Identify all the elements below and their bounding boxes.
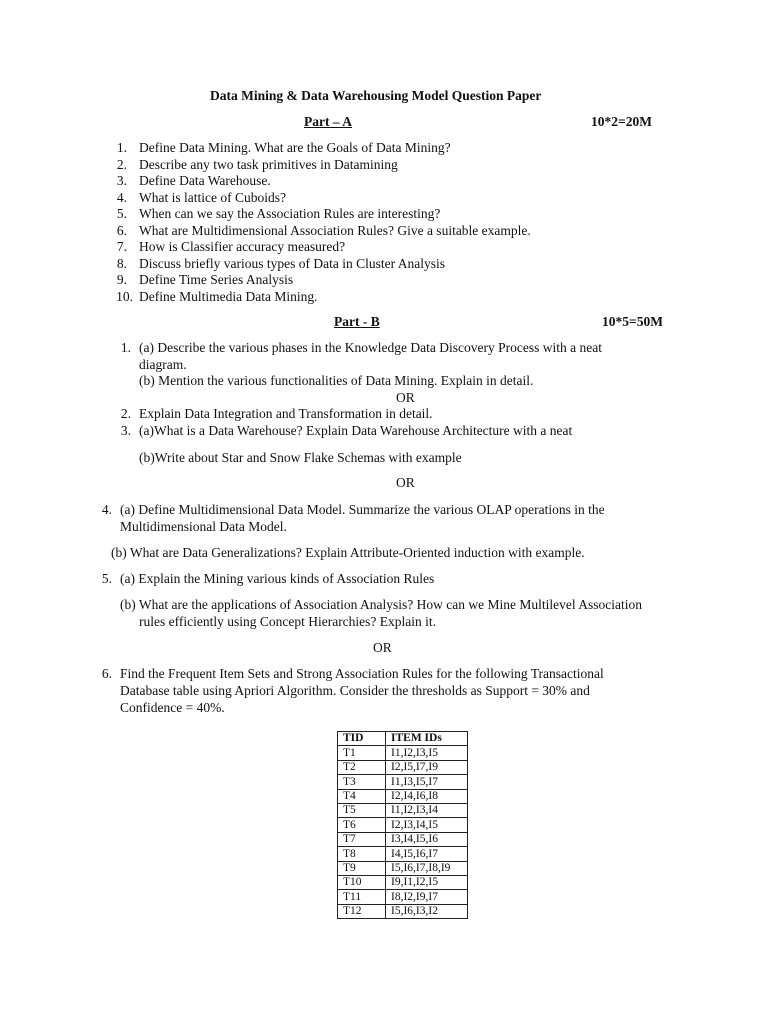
table-cell: T11 xyxy=(338,890,386,904)
question-text: rules efficiently using Concept Hierarchies? Explain it. xyxy=(139,614,437,629)
question-text: (a)What is a Data Warehouse? Explain Data Warehouse Architecture with a neat xyxy=(139,423,573,438)
question-text: (a) Define Multidimensional Data Model. Summarize the various OLAP operations in the xyxy=(120,502,605,517)
table-row xyxy=(338,847,468,861)
question-text: (b) Mention the various functionalities of Data Mining. Explain in detail. xyxy=(139,373,534,388)
table-cell: I2,I4,I6,I8 xyxy=(386,789,468,803)
table-cell: I8,I2,I9,I7 xyxy=(386,890,468,904)
question-number: 8. xyxy=(116,255,127,271)
table-cell: T5 xyxy=(338,803,386,817)
column-header: TID xyxy=(338,732,386,746)
or-separator: OR xyxy=(373,640,392,655)
transaction-table xyxy=(337,731,468,919)
page-title: Data Mining & Data Warehousing Model Question Paper xyxy=(210,88,542,103)
question-text: Discuss briefly various types of Data in Cluster Analysis xyxy=(139,255,445,271)
question-number: 9. xyxy=(116,272,127,287)
table-cell: T12 xyxy=(338,904,386,918)
question-number: 2. xyxy=(120,406,131,421)
table-row xyxy=(338,775,468,789)
question-number: 2. xyxy=(116,156,127,172)
column-header: ITEM IDs xyxy=(386,732,468,746)
table-cell: T7 xyxy=(338,832,386,846)
question-text: Define Data Mining. What are the Goals of Data Mining? xyxy=(139,140,451,155)
question-text: Find the Frequent Item Sets and Strong Association Rules for the following Transactional xyxy=(120,666,604,681)
question-number: 3. xyxy=(116,173,127,188)
question-text: What is lattice of Cuboids? xyxy=(139,189,286,205)
question-text: What are Multidimensional Association Rules? Give a suitable example. xyxy=(139,222,531,238)
table-cell: I1,I2,I3,I4 xyxy=(386,803,468,817)
table-row xyxy=(338,818,468,832)
question-number: 6. xyxy=(101,666,112,681)
question-number: 1. xyxy=(116,140,127,155)
question-text: diagram. xyxy=(139,356,187,372)
question-text: (b)Write about Star and Snow Flake Schemas with example xyxy=(139,450,462,465)
table-row xyxy=(338,803,468,817)
table-cell: I1,I2,I3,I5 xyxy=(386,746,468,760)
table-row xyxy=(338,746,468,760)
question-text: (b) What are Data Generalizations? Explain Attribute-Oriented induction with example. xyxy=(111,545,585,560)
or-separator: OR xyxy=(396,389,415,405)
table-row xyxy=(338,890,468,904)
part-a-heading: Part – A xyxy=(304,114,352,129)
part-b-heading: Part - B xyxy=(334,314,380,329)
question-text: Confidence = 40%. xyxy=(120,700,225,715)
table-cell: T4 xyxy=(338,789,386,803)
table-cell: T9 xyxy=(338,861,386,875)
table-cell: I5,I6,I7,I8,I9 xyxy=(386,861,468,875)
table-row xyxy=(338,875,468,889)
table-cell: I1,I3,I5,I7 xyxy=(386,775,468,789)
question-number: 3. xyxy=(120,423,131,438)
part-b-marks: 10*5=50M xyxy=(602,314,663,329)
table-cell: I3,I4,I5,I6 xyxy=(386,832,468,846)
table-cell: I9,I1,I2,I5 xyxy=(386,875,468,889)
question-number: 5. xyxy=(116,206,127,221)
question-text: (a) Explain the Mining various kinds of Association Rules xyxy=(120,571,435,586)
table-row xyxy=(338,760,468,774)
table-cell: T10 xyxy=(338,875,386,889)
question-text: How is Classifier accuracy measured? xyxy=(139,239,346,254)
question-text: Database table using Apriori Algorithm. Consider the thresholds as Support = 30% and xyxy=(120,683,590,698)
table-cell: T8 xyxy=(338,847,386,861)
table-row xyxy=(338,789,468,803)
question-text: Define Time Series Analysis xyxy=(139,272,294,287)
table-row xyxy=(338,832,468,846)
table-cell: T6 xyxy=(338,818,386,832)
question-text: Describe any two task primitives in Datamining xyxy=(139,156,398,172)
table-cell: T1 xyxy=(338,746,386,760)
or-separator: OR xyxy=(396,475,415,490)
question-number: 6. xyxy=(116,222,127,238)
question-text: Explain Data Integration and Transformation in detail. xyxy=(139,406,433,421)
table-cell: I2,I5,I7,I9 xyxy=(386,760,468,774)
question-text: Define Data Warehouse. xyxy=(139,173,271,188)
table-row xyxy=(338,861,468,875)
question-text: (a) Describe the various phases in the Knowledge Data Discovery Process with a neat xyxy=(139,340,602,355)
question-number: 1. xyxy=(120,340,131,355)
table-cell: I4,I5,I6,I7 xyxy=(386,847,468,861)
part-a-marks: 10*2=20M xyxy=(591,114,652,129)
question-text: Define Multimedia Data Mining. xyxy=(139,288,318,304)
table-cell: T2 xyxy=(338,760,386,774)
table-cell: T3 xyxy=(338,775,386,789)
table-header-row xyxy=(338,732,468,746)
question-number: 10. xyxy=(116,288,133,304)
table-row xyxy=(338,904,468,918)
question-text: (b) What are the applications of Association Analysis? How can we Mine Multilevel Association xyxy=(120,597,643,612)
question-number: 7. xyxy=(116,239,127,254)
table-cell: I2,I3,I4,I5 xyxy=(386,818,468,832)
question-text: Multidimensional Data Model. xyxy=(120,518,287,534)
table-cell: I5,I6,I3,I2 xyxy=(386,904,468,918)
question-number: 5. xyxy=(101,571,112,586)
question-number: 4. xyxy=(101,502,112,517)
question-text: When can we say the Association Rules are interesting? xyxy=(139,206,441,221)
question-number: 4. xyxy=(116,189,127,205)
